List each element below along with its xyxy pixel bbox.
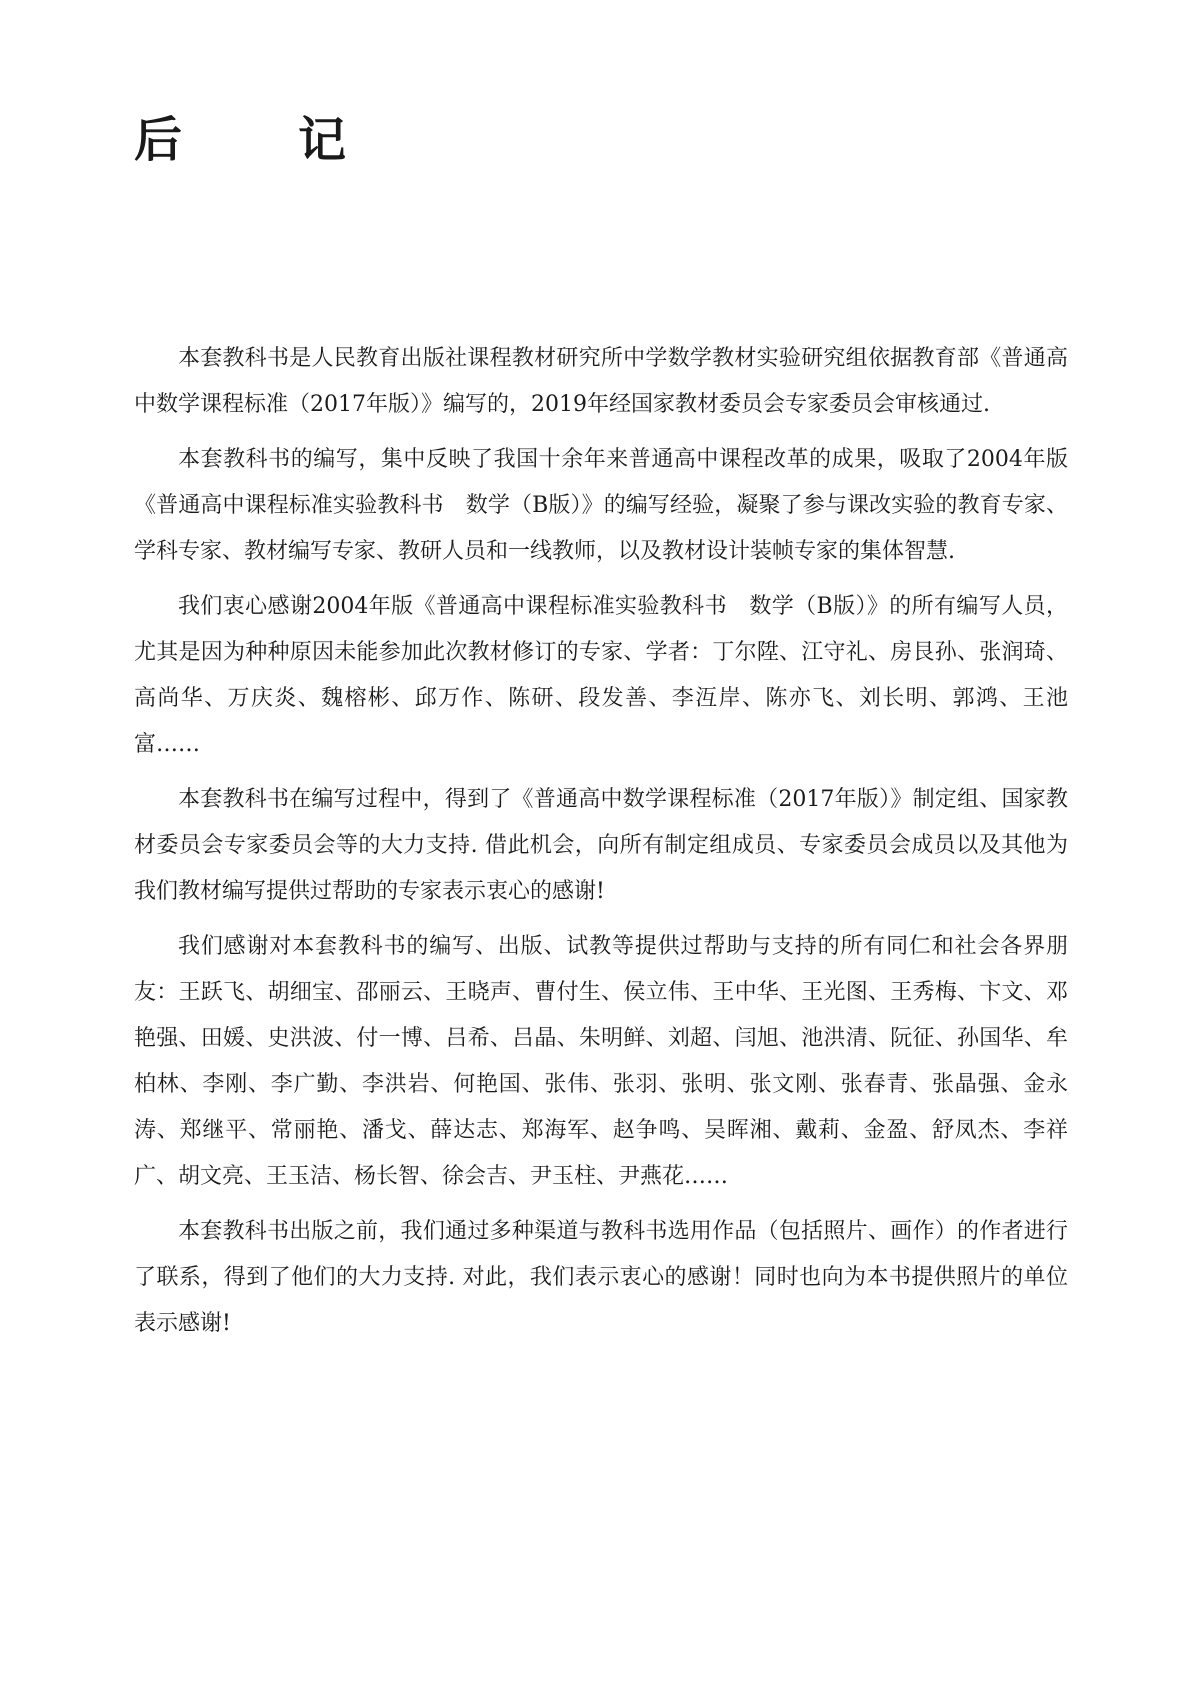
paragraph-4: 本套教科书在编写过程中，得到了《普通高中数学课程标准（2017年版）》制定组、国家教材委员会专家委员会等的大力支持. 借此机会，向所有制定组成员、专家委员会成员以及其他为我们教材编写提供过帮助的专家表示衷心的感谢! [134,787,1068,904]
paragraph-2: 本套教科书的编写，集中反映了我国十余年来普通高中课程改革的成果，吸取了2004年版《普通高中课程标准实验教科书 数学（B版）》的编写经验，凝聚了参与课改实验的教育专家、学科专家、教材编写专家、教研人员和一线教师，以及教材设计装帧专家的集体智慧. [134,447,1068,564]
afterword-body [134,336,1068,1356]
paragraph-6: 本套教科书出版之前，我们通过多种渠道与教科书选用作品（包括照片、画作）的作者进行了联系，得到了他们的大力支持. 对此，我们表示衷心的感谢！同时也向为本书提供照片的单位表示感谢! [134,1219,1068,1336]
page-title: 后 记 [134,112,381,168]
paragraph-3: 我们衷心感谢2004年版《普通高中课程标准实验教科书 数学（B版）》的所有编写人员，尤其是因为种种原因未能参加此次教材修订的专家、学者：丁尔陞、江守礼、房艮孙、张润琦、高尚华、万庆炎、魏榕彬、邱万作、陈研、段发善、李沍岸、陈亦飞、刘长明、郭鸿、王池富…… [134,594,1068,757]
paragraph-5: 我们感谢对本套教科书的编写、出版、试教等提供过帮助与支持的所有同仁和社会各界朋友：王跃飞、胡细宝、邵丽云、王晓声、曹付生、侯立伟、王中华、王光图、王秀梅、卞文、邓艳强、田媛、史洪波、付一博、吕希、吕晶、朱明鲜、刘超、闫旭、池洪清、阮征、孙国华、牟柏林、李刚、李广勤、李洪岩、何艳国、张伟、张羽、张明、张文刚、张春青、张晶强、金永涛、郑继平、常丽艳、潘戈、薛达志、郑海军、赵争鸣、吴晖湘、戴莉、金盈、舒凤杰、李祥广、胡文亮、王玉洁、杨长智、徐会吉、尹玉柱、尹燕花…… [134,934,1068,1189]
paragraph-1: 本套教科书是人民教育出版社课程教材研究所中学数学教材实验研究组依据教育部《普通高中数学课程标准（2017年版）》编写的，2019年经国家教材委员会专家委员会审核通过. [134,346,1068,417]
